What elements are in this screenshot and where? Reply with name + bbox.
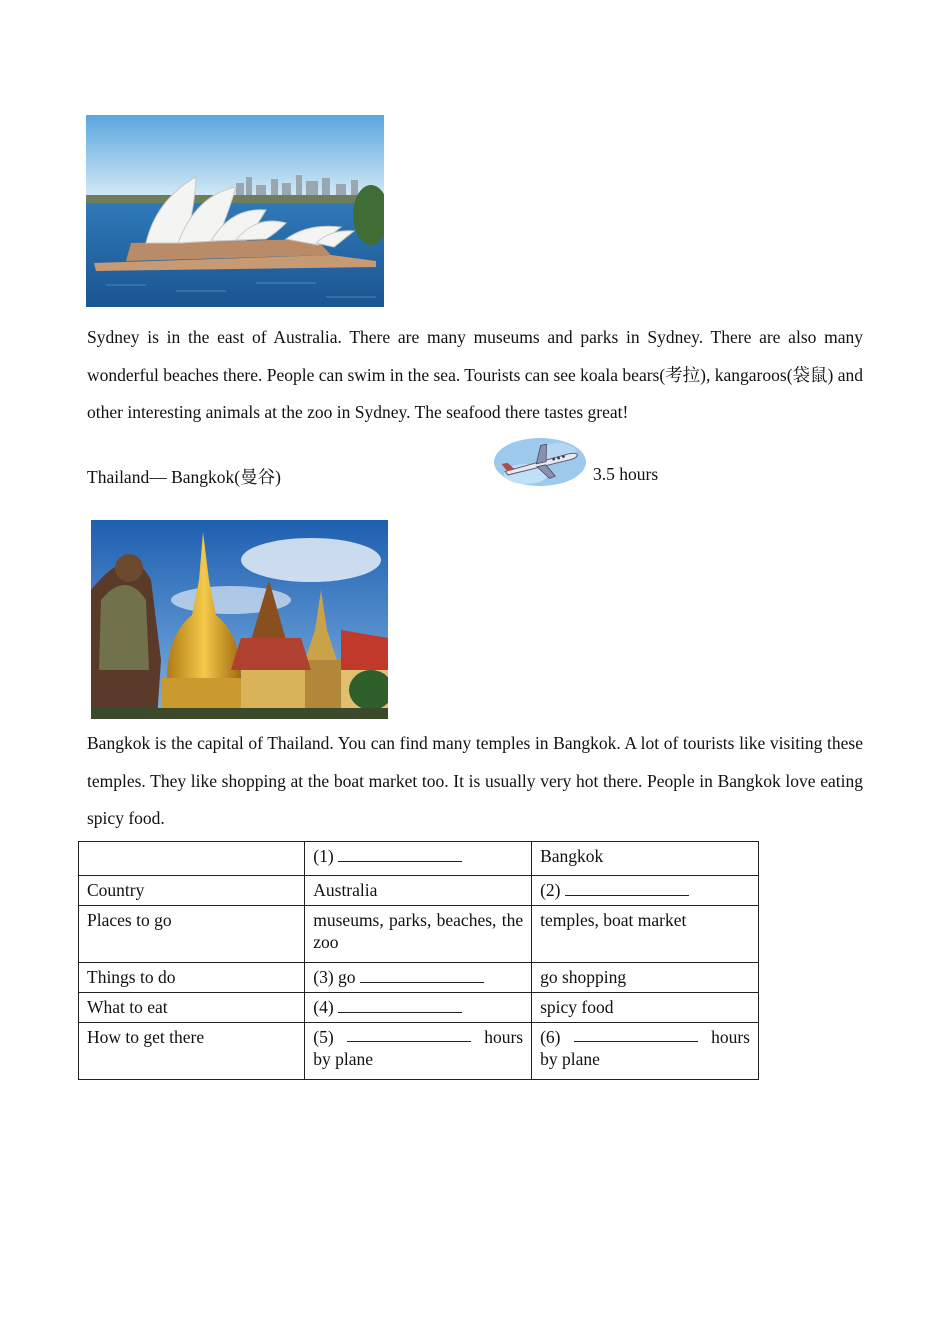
table-row [79,906,759,963]
answer-blank[interactable] [338,997,462,1013]
table-header-row [79,842,759,876]
row-label: How to get there [79,1023,305,1080]
answer-blank[interactable] [565,880,689,896]
flight-time: 3.5 hours [593,464,659,484]
row-label: Places to go [79,906,305,963]
comparison-table [78,841,759,1080]
table-cell: Bangkok [532,842,759,876]
table-cell: temples, boat market [532,906,759,963]
table-cell: spicy food [532,993,759,1023]
sydney-paragraph: Sydney is in the east of Australia. There are many museums and parks in Sydney. There are also many wonderful beaches there. People can swim in the sea. Tourists can see koala bears(考拉), kangaroos(袋鼠) and other interesting animals at the zoo in Sydney. The seafood there tastes great! [87,327,863,422]
table-cell [305,842,532,876]
unit-label: hours [711,1027,750,1047]
table-cell: museums, parks, beaches, the zoo [305,906,532,963]
table-cell [305,993,532,1023]
table-row [79,963,759,993]
table-cell [532,1023,759,1080]
sydney-opera-house-photo [86,115,384,307]
blank-prefix: (3) go [313,967,356,987]
blank-number: (5) [313,1027,334,1047]
table-cell [532,876,759,906]
table-row [79,1023,759,1080]
blank-number: (2) [540,880,561,900]
table-cell: Australia [305,876,532,906]
table-row [79,993,759,1023]
blank-number: (6) [540,1027,561,1047]
cell-tail: by plane [540,1049,600,1069]
blank-number: (1) [313,846,334,866]
answer-blank[interactable] [338,846,462,862]
blank-number: (4) [313,997,334,1017]
bangkok-heading: Thailand— Bangkok(曼谷) [87,467,281,487]
row-label: Country [79,876,305,906]
row-label: What to eat [79,993,305,1023]
answer-blank[interactable] [347,1026,471,1042]
bangkok-temple-photo [91,520,388,719]
unit-label: hours [484,1027,524,1047]
table-row [79,876,759,906]
answer-blank[interactable] [360,967,484,983]
cell-tail: by plane [313,1049,374,1069]
answer-blank[interactable] [574,1026,698,1042]
table-cell [79,842,305,876]
row-label: Things to do [79,963,305,993]
table-cell [305,1023,532,1080]
bangkok-paragraph: Bangkok is the capital of Thailand. You can find many temples in Bangkok. A lot of tourists like visiting these temples. They like shopping at the boat market too. It is usually very hot there. People in Bangkok love eating spicy food. [87,733,863,828]
airplane-icon [492,434,588,488]
table-cell [305,963,532,993]
table-cell: go shopping [532,963,759,993]
